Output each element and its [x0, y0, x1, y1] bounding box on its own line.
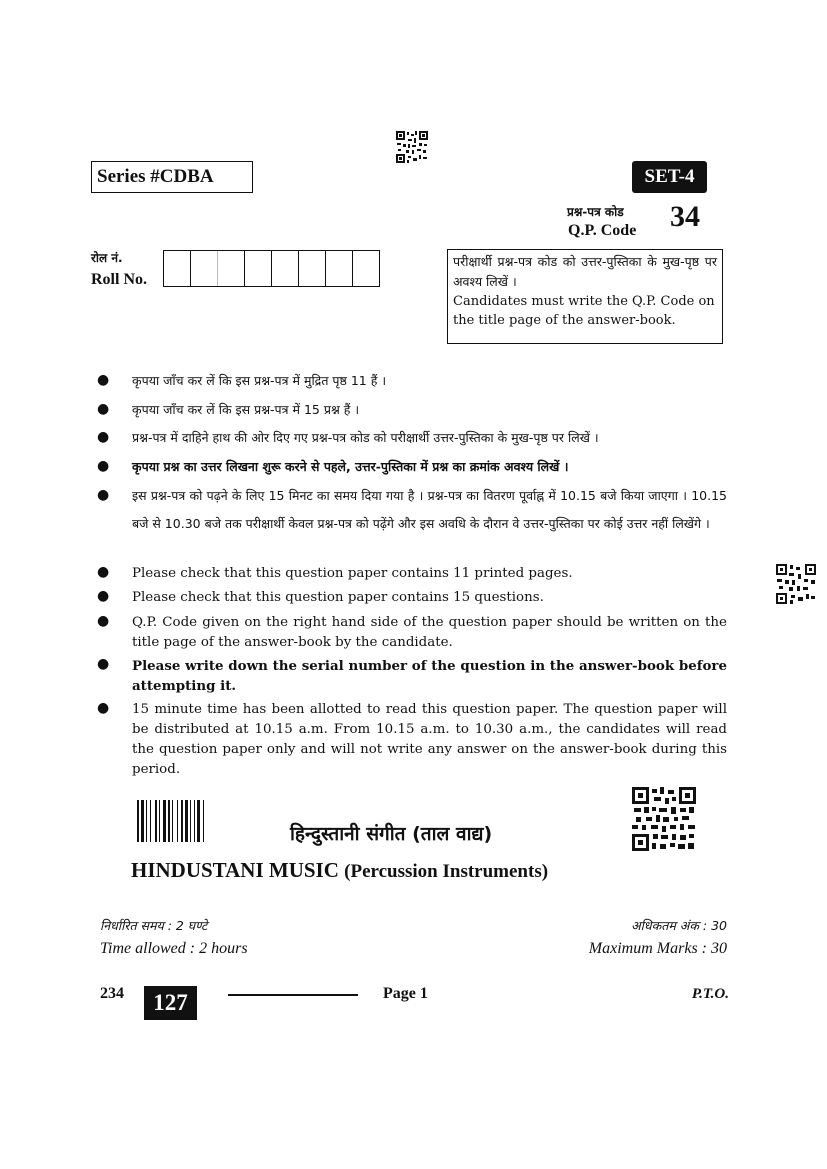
instruction-hindi-4: ● कृपया प्रश्न का उत्तर लिखना शुरू करने से पहले, उत्तर-पुस्तिका में प्रश्न का क्रमांक अवश्य लिखें ।	[97, 458, 569, 474]
subject-title-main: HINDUSTANI MUSIC	[131, 858, 339, 882]
instruction-hindi-3: ● प्रश्न-पत्र में दाहिने हाथ की ओर दिए गए प्रश्न-पत्र कोड को परीक्षार्थी उत्तर-पुस्तिका के मुख-पृष्ठ पर लिखें ।	[97, 429, 599, 445]
roll-cell[interactable]	[272, 251, 299, 286]
instruction-english-5: ● 15 minute time has been allotted to read this question paper. The question paper will be distributed at 10.15 a.m. From 10.15 a.m. to 10.30 a.m., the candidates will read the question paper only and will not write any answer on the answer-book during this period.	[97, 700, 727, 777]
qr-code-top	[396, 131, 428, 163]
maximum-marks: Maximum Marks : 30	[588, 940, 727, 957]
roll-cell[interactable]	[191, 251, 218, 286]
pto-label: P.T.O.	[691, 986, 729, 1002]
qr-code-side	[776, 564, 816, 604]
time-allowed-hindi: निर्धारित समय : 2 घण्टे	[100, 918, 208, 933]
page-number: Page 1	[383, 985, 428, 1002]
set-badge: SET-4	[632, 161, 707, 193]
subject-title-hindi: हिन्दुस्तानी संगीत (ताल वाद्य)	[290, 823, 493, 845]
time-allowed: Time allowed : 2 hours	[100, 940, 248, 957]
roll-label: Roll No.	[91, 271, 147, 288]
instruction-english-4: ● Please write down the serial number of the question in the answer-book before attempting it.	[97, 656, 727, 694]
roll-cell[interactable]	[326, 251, 353, 286]
roll-cell[interactable]	[218, 251, 245, 286]
roll-cell[interactable]	[299, 251, 326, 286]
note-hindi: परीक्षार्थी प्रश्न-पत्र कोड को उत्तर-पुस्तिका के मुख-पृष्ठ पर अवश्य लिखें ।	[453, 254, 717, 289]
qp-code-label: Q.P. Code	[568, 222, 637, 239]
paper-code: 234	[100, 985, 124, 1002]
instruction-english-1: ● Please check that this question paper contains 11 printed pages.	[97, 564, 573, 581]
roll-number-grid[interactable]	[163, 250, 380, 287]
barcode	[137, 800, 235, 846]
roll-label-hindi: रोल नं.	[91, 251, 123, 265]
roll-cell[interactable]	[245, 251, 272, 286]
note-english: Candidates must write the Q.P. Code on the title page of the answer-book.	[453, 294, 715, 328]
subject-title	[131, 858, 548, 883]
candidate-note-box	[447, 249, 723, 344]
qp-code-label-hindi: प्रश्न-पत्र कोड	[567, 205, 624, 219]
qp-code-number: 34	[670, 200, 700, 233]
footer-rule	[228, 994, 358, 996]
instruction-hindi-5: ● इस प्रश्न-पत्र को पढ़ने के लिए 15 मिनट का समय दिया गया है । प्रश्न-पत्र का वितरण पूर्वाह्न में 10.15 बजे किया जाएगा । 10.15 बजे से 10.30 बजे तक परीक्षार्थी केवल प्रश्न-पत्र को पढ़ेंगे और इस अवधि के दौरान वे उत्तर-पुस्तिका पर कोई उत्तर नहीं लिखेंगे ।	[97, 487, 727, 531]
instruction-english-2: ● Please check that this question paper contains 15 questions.	[97, 588, 544, 605]
instruction-english-3: ● Q.P. Code given on the right hand side of the question paper should be written on the title page of the answer-book by the candidate.	[97, 613, 727, 650]
roll-cell[interactable]	[164, 251, 191, 286]
series-label: Series #CDBA	[91, 161, 253, 193]
qr-code-title	[632, 787, 696, 851]
subject-title-sub: (Percussion Instruments)	[344, 861, 549, 882]
instruction-hindi-1: ● कृपया जाँच कर लें कि इस प्रश्न-पत्र में मुद्रित पृष्ठ 11 हैं ।	[97, 372, 387, 388]
instruction-hindi-2: ● कृपया जाँच कर लें कि इस प्रश्न-पत्र में 15 प्रश्न हैं ।	[97, 401, 360, 417]
maximum-marks-hindi: अधिकतम अंक : 30	[631, 918, 727, 933]
roll-cell[interactable]	[353, 251, 380, 286]
paper-code-box: 127	[144, 986, 197, 1020]
